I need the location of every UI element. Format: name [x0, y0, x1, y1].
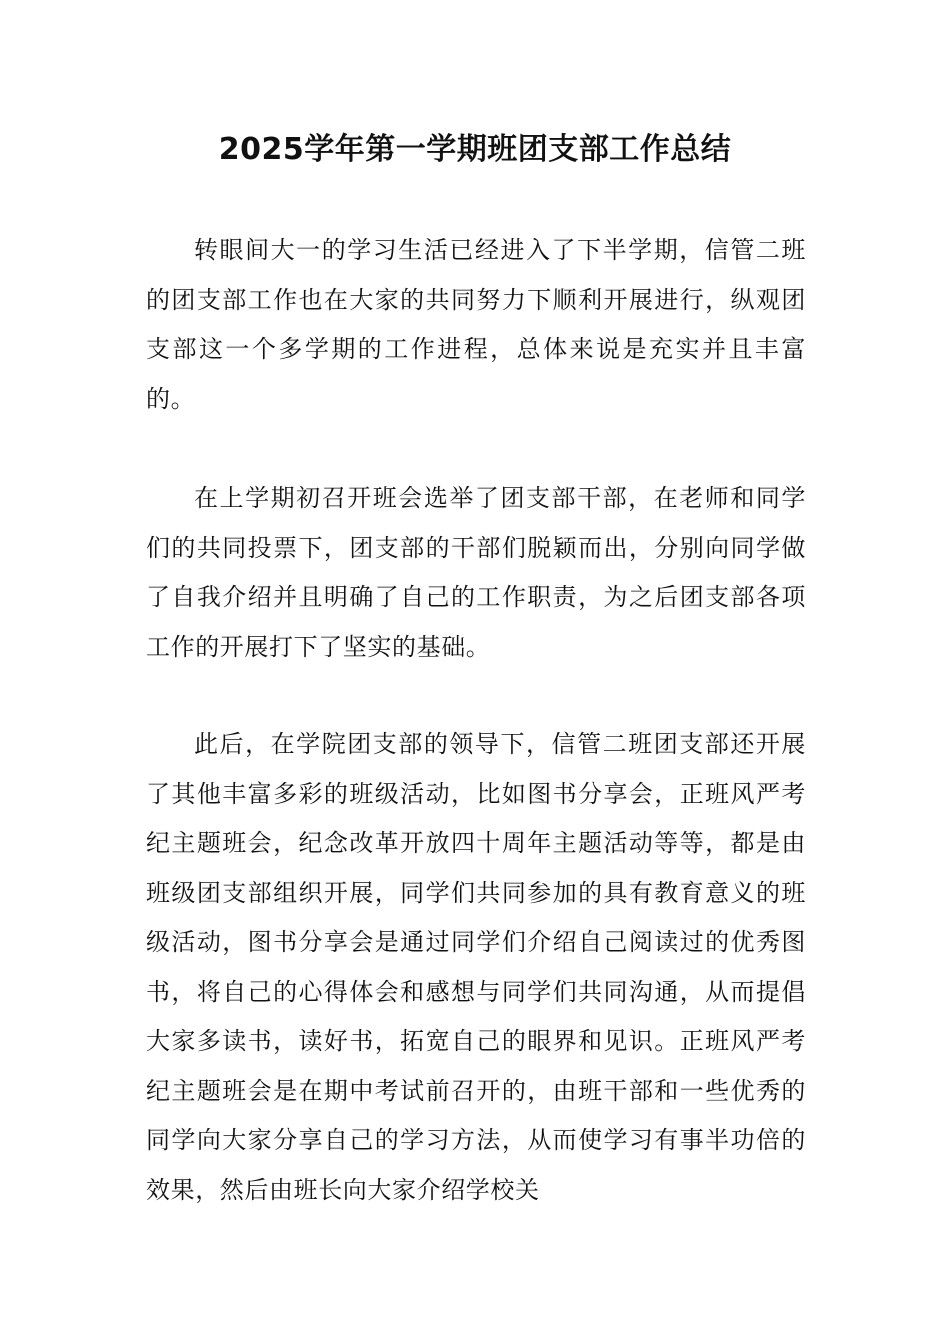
paragraph-3: 此后，在学院团支部的领导下，信管二班团支部还开展了其他丰富多彩的班级活动，比如图书分享会，正班风严考纪主题班会，纪念改革开放四十周年主题活动等等，都是由班级团支部组织开展，同学们共同参加的具有教育意义的班级活动，图书分享会是通过同学们介绍自己阅读过的优秀图书，将自己的心得体会和感想与同学们共同沟通，从而提倡大家多读书，读好书，拓宽自己的眼界和见识。正班风严考纪主题班会是在期中考试前召开的，由班干部和一些优秀的同学向大家分享自己的学习方法，从而使学习有事半功倍的效果，然后由班长向大家介绍学校关	[146, 730, 806, 1204]
paragraph-1: 转眼间大一的学习生活已经进入了下半学期，信管二班的团支部工作也在大家的共同努力下顺利开展进行，纵观团支部这一个多学期的工作进程，总体来说是充实并且丰富的。	[146, 236, 806, 413]
paragraph-2: 在上学期初召开班会选举了团支部干部，在老师和同学们的共同投票下，团支部的干部们脱颖而出，分别向同学做了自我介绍并且明确了自己的工作职责，为之后团支部各项工作的开展打下了坚实的基础。	[146, 484, 806, 661]
document-title: 2025学年第一学期班团支部工作总结	[218, 132, 732, 167]
